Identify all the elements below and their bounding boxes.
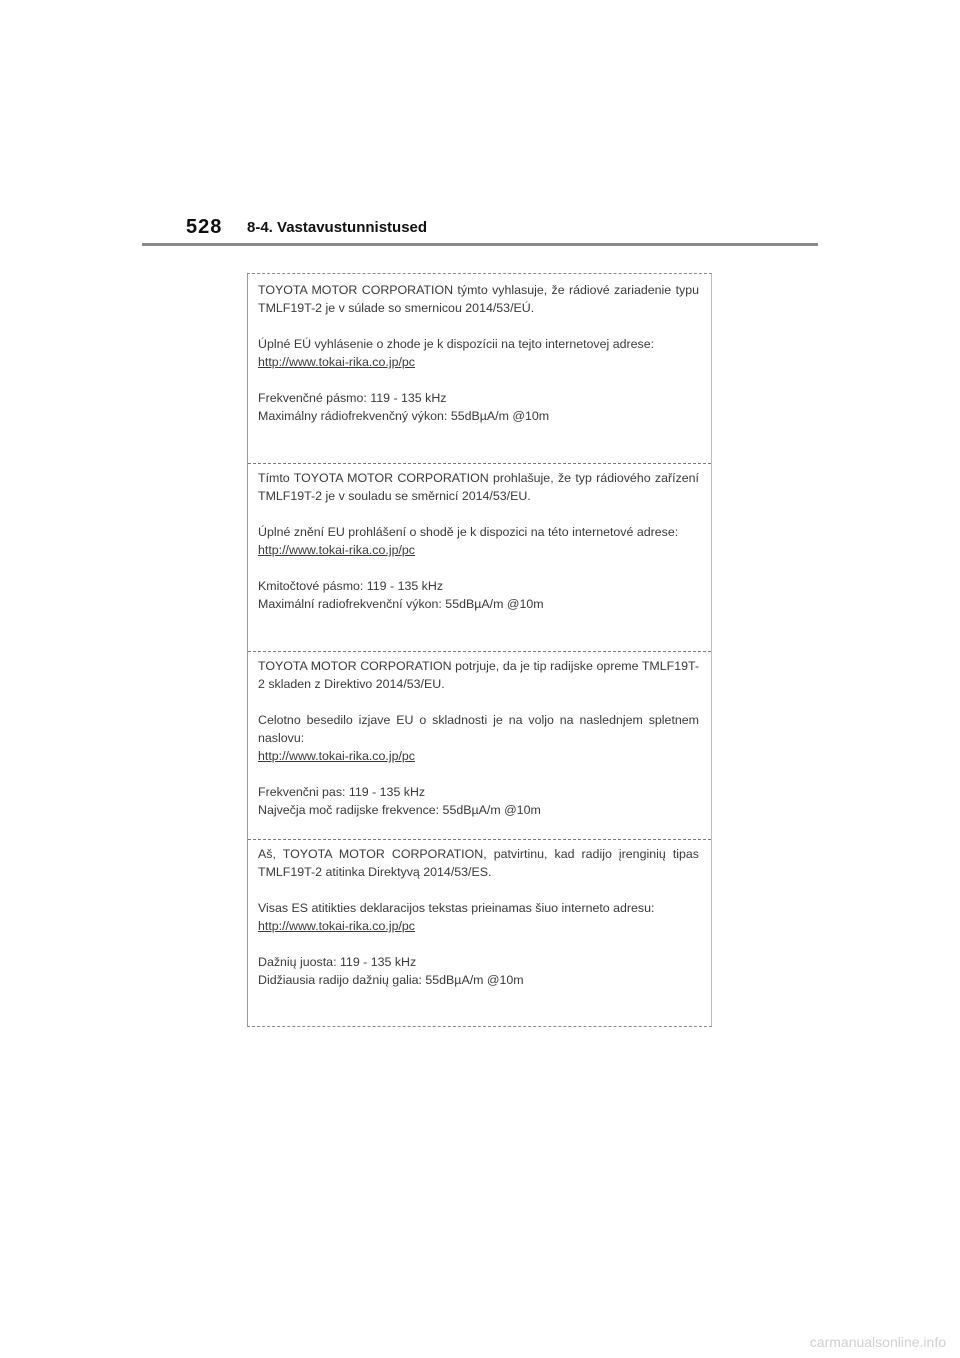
declaration-max-power: Maximálny rádiofrekvenčný výkon: 55dBµA/m @10m xyxy=(258,409,550,423)
declaration-frequency-band: Frekvenčné pásmo: 119 - 135 kHz xyxy=(258,391,447,405)
declaration-availability: Úplné znění EU prohlášení o shodě je k dispozici na této internetové adrese: xyxy=(258,525,679,539)
declaration-statement: Aš, TOYOTA MOTOR CORPORATION, patvirtinu, kad radijo įrenginių tipas TMLF19T-2 atitinka Direktyvą 2014/53/ES. xyxy=(258,847,699,879)
header-rule xyxy=(142,243,818,246)
declaration-max-power: Maximální radiofrekvenční výkon: 55dBµA/m @10m xyxy=(258,597,544,611)
section-title: 8-4. Vastavustunnistused xyxy=(247,219,428,236)
declaration-lithuanian xyxy=(248,845,711,989)
page-number: 528 xyxy=(186,216,223,238)
page-header xyxy=(0,0,960,250)
declaration-frequency-band: Kmitočtové pásmo: 119 - 135 kHz xyxy=(258,579,444,593)
declaration-max-power: Didžiausia radijo dažnių galia: 55dBµA/m @10m xyxy=(258,973,524,987)
declaration-statement: Tímto TOYOTA MOTOR CORPORATION prohlašuje, že typ rádiového zařízení TMLF19T-2 je v souladu se směrnicí 2014/53/EU. xyxy=(258,471,699,503)
declaration-url-link[interactable]: http://www.tokai-rika.co.jp/pc xyxy=(258,355,416,369)
declaration-frequency-band: Dažnių juosta: 119 - 135 kHz xyxy=(258,955,417,969)
declaration-separator xyxy=(248,463,711,464)
declaration-czech xyxy=(248,469,711,613)
declaration-availability: Visas ES atitikties deklaracijos tekstas prieinamas šiuo interneto adresu: xyxy=(258,901,655,915)
declaration-statement: TOYOTA MOTOR CORPORATION potrjuje, da je tip radijske opreme TMLF19T-2 skladen z Direktivo 2014/53/EU. xyxy=(258,659,699,691)
declaration-separator xyxy=(248,839,711,840)
declarations-scan xyxy=(247,273,712,1027)
declaration-url-link[interactable]: http://www.tokai-rika.co.jp/pc xyxy=(258,919,416,933)
watermark: carmanualsonline.info xyxy=(809,1334,946,1350)
declaration-availability: Celotno besedilo izjave EU o skladnosti je na voljo na naslednjem spletnem naslovu: xyxy=(258,713,699,745)
declaration-availability: Úplné EÚ vyhlásenie o zhode je k dispozícii na tejto internetovej adrese: xyxy=(258,337,655,351)
declaration-slovak xyxy=(248,281,711,425)
declaration-separator xyxy=(248,651,711,652)
declaration-url-link[interactable]: http://www.tokai-rika.co.jp/pc xyxy=(258,543,416,557)
declaration-statement: TOYOTA MOTOR CORPORATION týmto vyhlasuje, že rádiové zariadenie typu TMLF19T-2 je v súlade so smernicou 2014/53/EÚ. xyxy=(258,283,699,315)
declaration-frequency-band: Frekvenčni pas: 119 - 135 kHz xyxy=(258,785,426,799)
declaration-url-link[interactable]: http://www.tokai-rika.co.jp/pc xyxy=(258,749,416,763)
declaration-slovenian xyxy=(248,657,711,819)
declaration-max-power: Največja moč radijske frekvence: 55dBµA/m @10m xyxy=(258,803,541,817)
